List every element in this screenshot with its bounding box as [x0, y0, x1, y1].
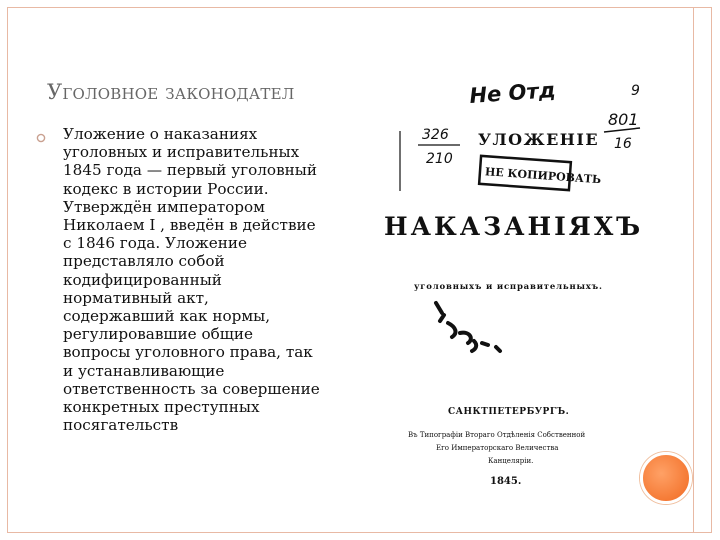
slide-frame-side-band — [693, 7, 712, 533]
handwritten-scribble — [436, 303, 500, 351]
book-city: САНКТПЕТЕРБУРГЪ. — [448, 407, 570, 417]
handwritten-top-note: Не Отд — [468, 78, 557, 108]
do-not-copy-stamp-text: НЕ КОПИРОВАТЬ — [484, 165, 602, 187]
stamp-number-top: 326 — [422, 127, 449, 143]
book-title-main: НАКАЗАНІЯХЪ — [384, 212, 644, 241]
decorative-orange-circle — [640, 452, 692, 504]
book-subtitle: уголовныхъ и исправительныхъ. — [414, 282, 603, 292]
book-imprint-line2: Его Императорскаго Величества — [436, 444, 559, 452]
stamp-number-bottom: 210 — [426, 151, 453, 167]
document-scan-image — [378, 75, 658, 500]
book-title-line1: УЛОЖЕНІЕ — [478, 130, 600, 149]
book-year: 1845. — [490, 476, 522, 487]
slide-title: Уголовное законодател — [47, 80, 295, 104]
handwritten-fraction-top: 801 — [608, 110, 639, 129]
handwritten-fraction-bottom: 16 — [614, 136, 632, 152]
book-imprint-line3: Канцеляріи. — [488, 457, 534, 465]
handwritten-number: 9 — [631, 83, 640, 99]
book-imprint-line1: Въ Типографіи Втораго Отдѣленія Собственной — [408, 431, 586, 439]
hollow-circle-bullet-icon — [36, 133, 46, 143]
slide-body-text: Уложение о наказаниях уголовных и исправительных 1845 года — первый уголовный кодекс в истории России. Утверждён императором Николаем I , введён в действие с 1846 года. Уложение представляло собой кодифицированный нормативный акт, содержавший как нормы, регулировавшие общие вопросы уголовного права, так и устанавливающие ответственность за совершение конкретных преступных посягательств — [63, 125, 320, 435]
